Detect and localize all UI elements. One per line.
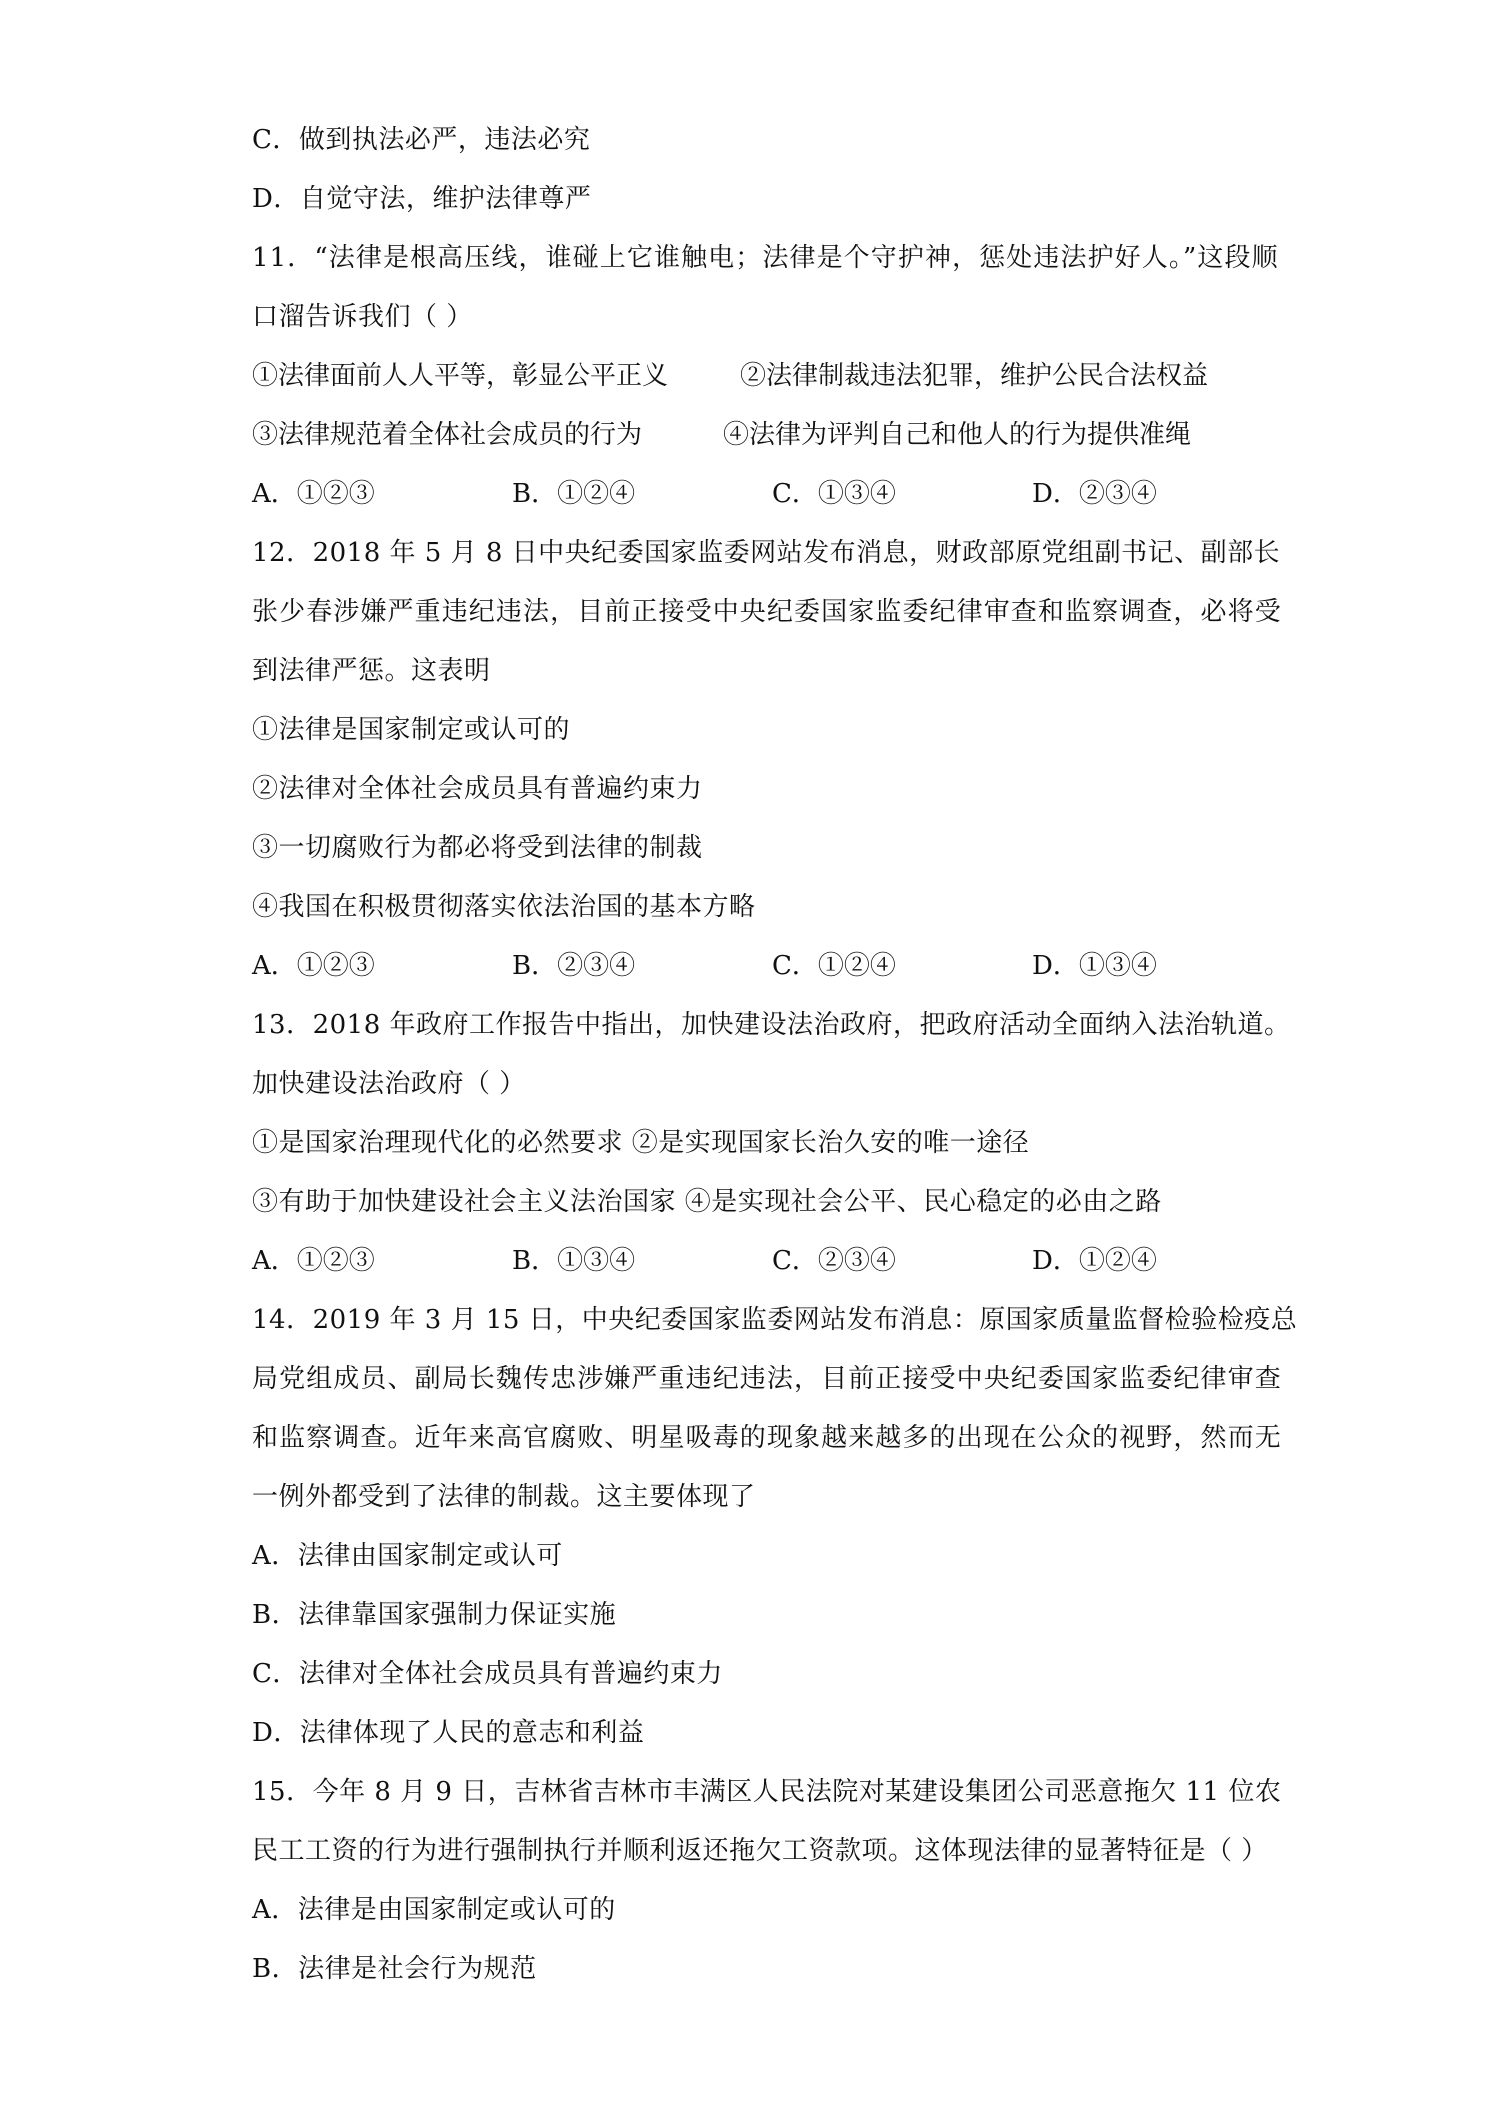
question-13-stem-cont: 加快建设法治政府（ ） <box>252 1069 526 1099</box>
choice-a: A．①②③ <box>252 1246 375 1276</box>
question-15-stem: 15．今年 8 月 9 日，吉林省吉林市丰满区人民法院对某建设集团公司恶意拖欠 11 位农 <box>252 1777 1282 1807</box>
choice-b: B．法律靠国家强制力保证实施 <box>252 1600 617 1630</box>
choice-b: B．法律是社会行为规范 <box>252 1954 537 1984</box>
option-d: D．自觉守法，维护法律尊严 <box>252 184 592 214</box>
choice-a: A．法律由国家制定或认可 <box>252 1541 563 1571</box>
question-12-stem-cont: 张少春涉嫌严重违纪违法，目前正接受中央纪委国家监委纪律审查和监察调查，必将受 <box>252 597 1282 627</box>
choice-a: A．①②③ <box>252 479 375 509</box>
statement-3: ③一切腐败行为都必将受到法律的制裁 <box>252 833 703 863</box>
statement-4: ④我国在积极贯彻落实依法治国的基本方略 <box>252 892 756 922</box>
statement-2: ②法律对全体社会成员具有普遍约束力 <box>252 774 703 804</box>
statement-1: ①法律面前人人平等，彰显公平正义 <box>252 361 669 391</box>
question-11-stem: 11．“法律是根高压线，谁碰上它谁触电；法律是个守护神，惩处违法护好人。”这段顺 <box>252 243 1279 273</box>
statement-1: ①法律是国家制定或认可的 <box>252 715 571 745</box>
question-12-stem-cont: 到法律严惩。这表明 <box>252 656 491 686</box>
question-14-stem-cont: 局党组成员、副局长魏传忠涉嫌严重违纪违法，目前正接受中央纪委国家监委纪律审查 <box>252 1364 1282 1394</box>
choice-d: D．①②④ <box>1032 1246 1157 1276</box>
statements-3-4: ③有助于加快建设社会主义法治国家 ④是实现社会公平、民心稳定的必由之路 <box>252 1187 1162 1217</box>
option-c: C．做到执法必严，违法必究 <box>252 125 591 155</box>
choice-d: D．法律体现了人民的意志和利益 <box>252 1718 645 1748</box>
question-15-stem-cont: 民工工资的行为进行强制执行并顺利返还拖欠工资款项。这体现法律的显著特征是（ ） <box>252 1836 1268 1866</box>
statement-3: ③法律规范着全体社会成员的行为 <box>252 420 643 450</box>
choice-a: A．①②③ <box>252 951 375 981</box>
choice-c: C．②③④ <box>772 1246 896 1276</box>
choice-b: B．②③④ <box>512 951 636 981</box>
question-14-stem-cont: 和监察调查。近年来高官腐败、明星吸毒的现象越来越多的出现在公众的视野，然而无 <box>252 1423 1282 1453</box>
choice-c: C．①②④ <box>772 951 896 981</box>
question-11-stem-cont: 口溜告诉我们（ ） <box>252 302 473 332</box>
choice-c: C．①③④ <box>772 479 896 509</box>
statement-2: ②法律制裁违法犯罪，维护公民合法权益 <box>740 361 1209 391</box>
choice-d: D．①③④ <box>1032 951 1157 981</box>
statement-4: ④法律为评判自己和他人的行为提供准绳 <box>723 420 1192 450</box>
choice-d: D．②③④ <box>1032 479 1157 509</box>
choice-b: B．①②④ <box>512 479 636 509</box>
choice-c: C．法律对全体社会成员具有普遍约束力 <box>252 1659 723 1689</box>
question-14-stem-cont: 一例外都受到了法律的制裁。这主要体现了 <box>252 1482 756 1512</box>
question-13-stem: 13．2018 年政府工作报告中指出，加快建设法治政府，把政府活动全面纳入法治轨道。 <box>252 1010 1291 1040</box>
statements-1-2: ①是国家治理现代化的必然要求 ②是实现国家长治久安的唯一途径 <box>252 1128 1030 1158</box>
choice-b: B．①③④ <box>512 1246 636 1276</box>
question-12-stem: 12．2018 年 5 月 8 日中央纪委国家监委网站发布消息，财政部原党组副书记、副部长 <box>252 538 1281 568</box>
question-14-stem: 14．2019 年 3 月 15 日，中央纪委国家监委网站发布消息：原国家质量监督检验检疫总 <box>252 1305 1298 1335</box>
choice-a: A．法律是由国家制定或认可的 <box>252 1895 616 1925</box>
